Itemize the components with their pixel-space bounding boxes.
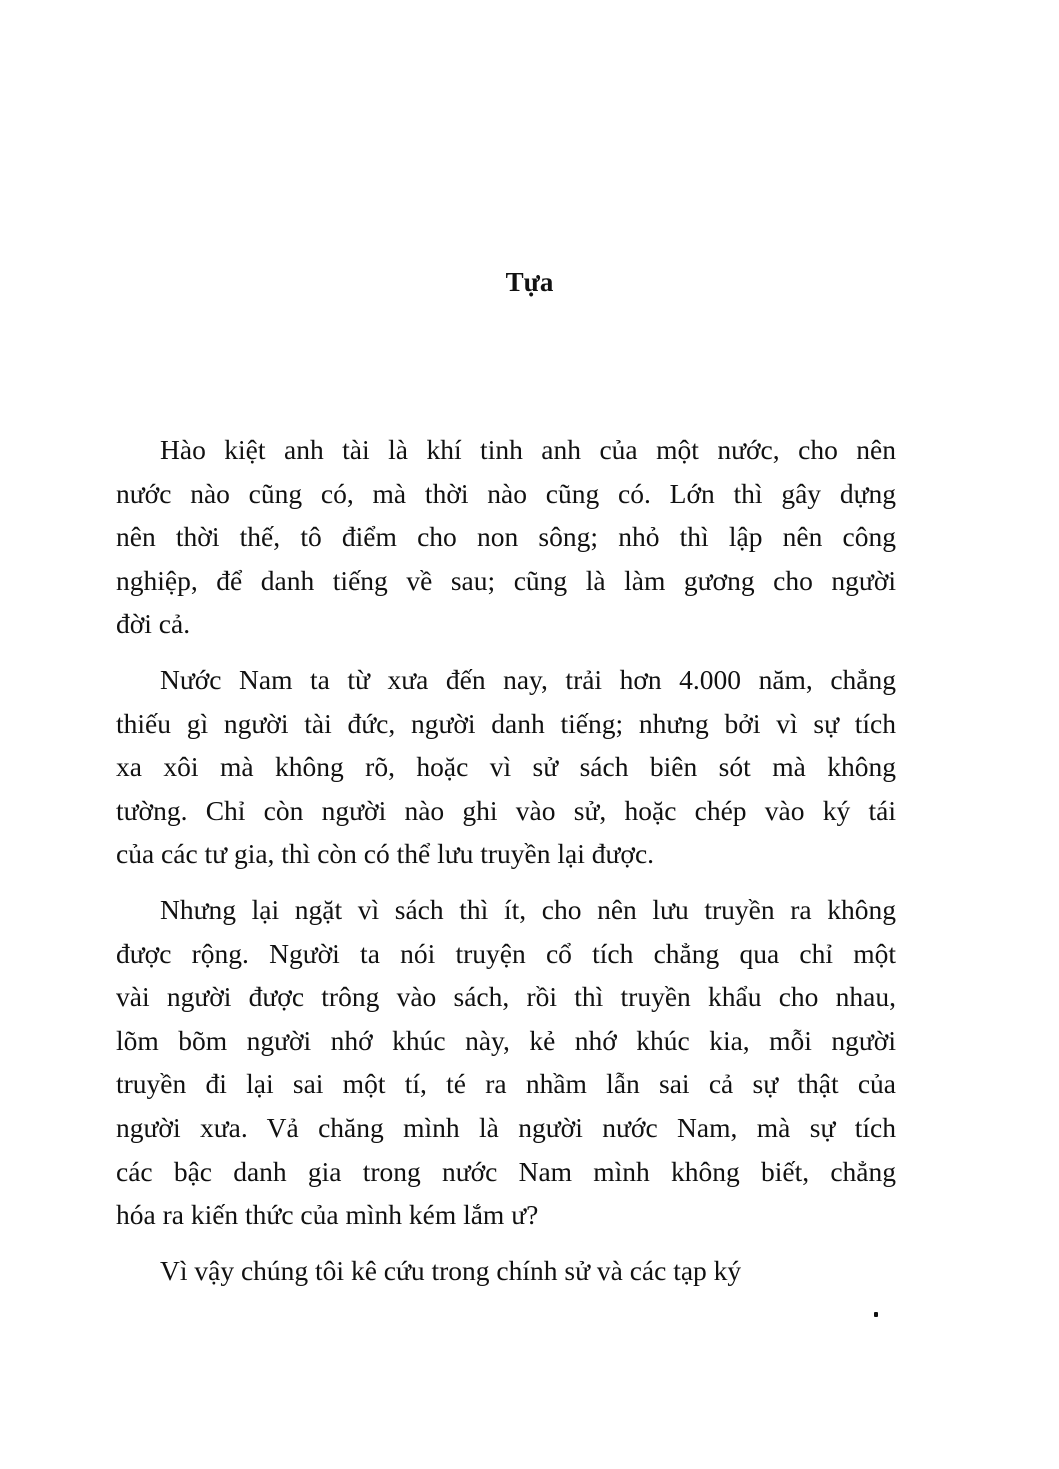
paragraph-gap: [116, 876, 896, 888]
paragraph-2: [116, 658, 896, 876]
text-line: các bậc danh gia trong nước Nam mình không biết, chẳng: [116, 1155, 896, 1187]
text-line: thiếu gì người tài đức, người danh tiếng; nhưng bởi vì sự tích: [116, 707, 896, 739]
body-text: [116, 428, 896, 1292]
scan-speck: [874, 1312, 878, 1317]
page-title: Tựa: [505, 267, 554, 297]
text-line: tường. Chỉ còn người nào ghi vào sử, hoặc chép vào ký tái: [116, 794, 896, 826]
paragraph-gap: [116, 646, 896, 658]
paragraph-1: [116, 428, 896, 646]
text-line: xa xôi mà không rõ, hoặc vì sử sách biên sót mà không: [116, 751, 896, 783]
text-line: Nước Nam ta từ xưa đến nay, trải hơn 4.000 năm, chẳng: [160, 663, 896, 695]
text-line: nước nào cũng có, mà thời nào cũng có. Lớn thì gây dựng: [116, 477, 896, 509]
text-line: truyền đi lại sai một tí, té ra nhầm lẫn sai cả sự thật của: [116, 1068, 896, 1100]
text-line: lõm bõm người nhớ khúc này, kẻ nhớ khúc kia, mỗi người: [116, 1024, 896, 1056]
text-line: nghiệp, để danh tiếng về sau; cũng là làm gương cho người: [116, 564, 896, 596]
paragraph-4: [116, 1249, 896, 1293]
paragraph-3: [116, 888, 896, 1237]
text-line: của các tư gia, thì còn có thể lưu truyền lại được.: [116, 838, 655, 870]
text-line: Nhưng lại ngặt vì sách thì ít, cho nên lưu truyền ra không: [160, 893, 896, 925]
text-line: nên thời thế, tô điểm cho non sông; nhỏ thì lập nên công: [116, 521, 896, 553]
text-line: được rộng. Người ta nói truyện cổ tích chẳng qua chỉ một: [116, 937, 896, 969]
text-line: đời cả.: [116, 608, 191, 640]
text-line: Hào kiệt anh tài là khí tinh anh của một nước, cho nên: [160, 434, 896, 465]
text-line: hóa ra kiến thức của mình kém lắm ư?: [116, 1199, 539, 1231]
text-line: người xưa. Vả chăng mình là người nước Nam, mà sự tích: [116, 1111, 896, 1143]
text-line: Vì vậy chúng tôi kê cứu trong chính sử và các tạp ký: [160, 1254, 742, 1286]
paragraph-gap: [116, 1237, 896, 1249]
text-line: vài người được trông vào sách, rồi thì truyền khẩu cho nhau,: [116, 981, 896, 1013]
